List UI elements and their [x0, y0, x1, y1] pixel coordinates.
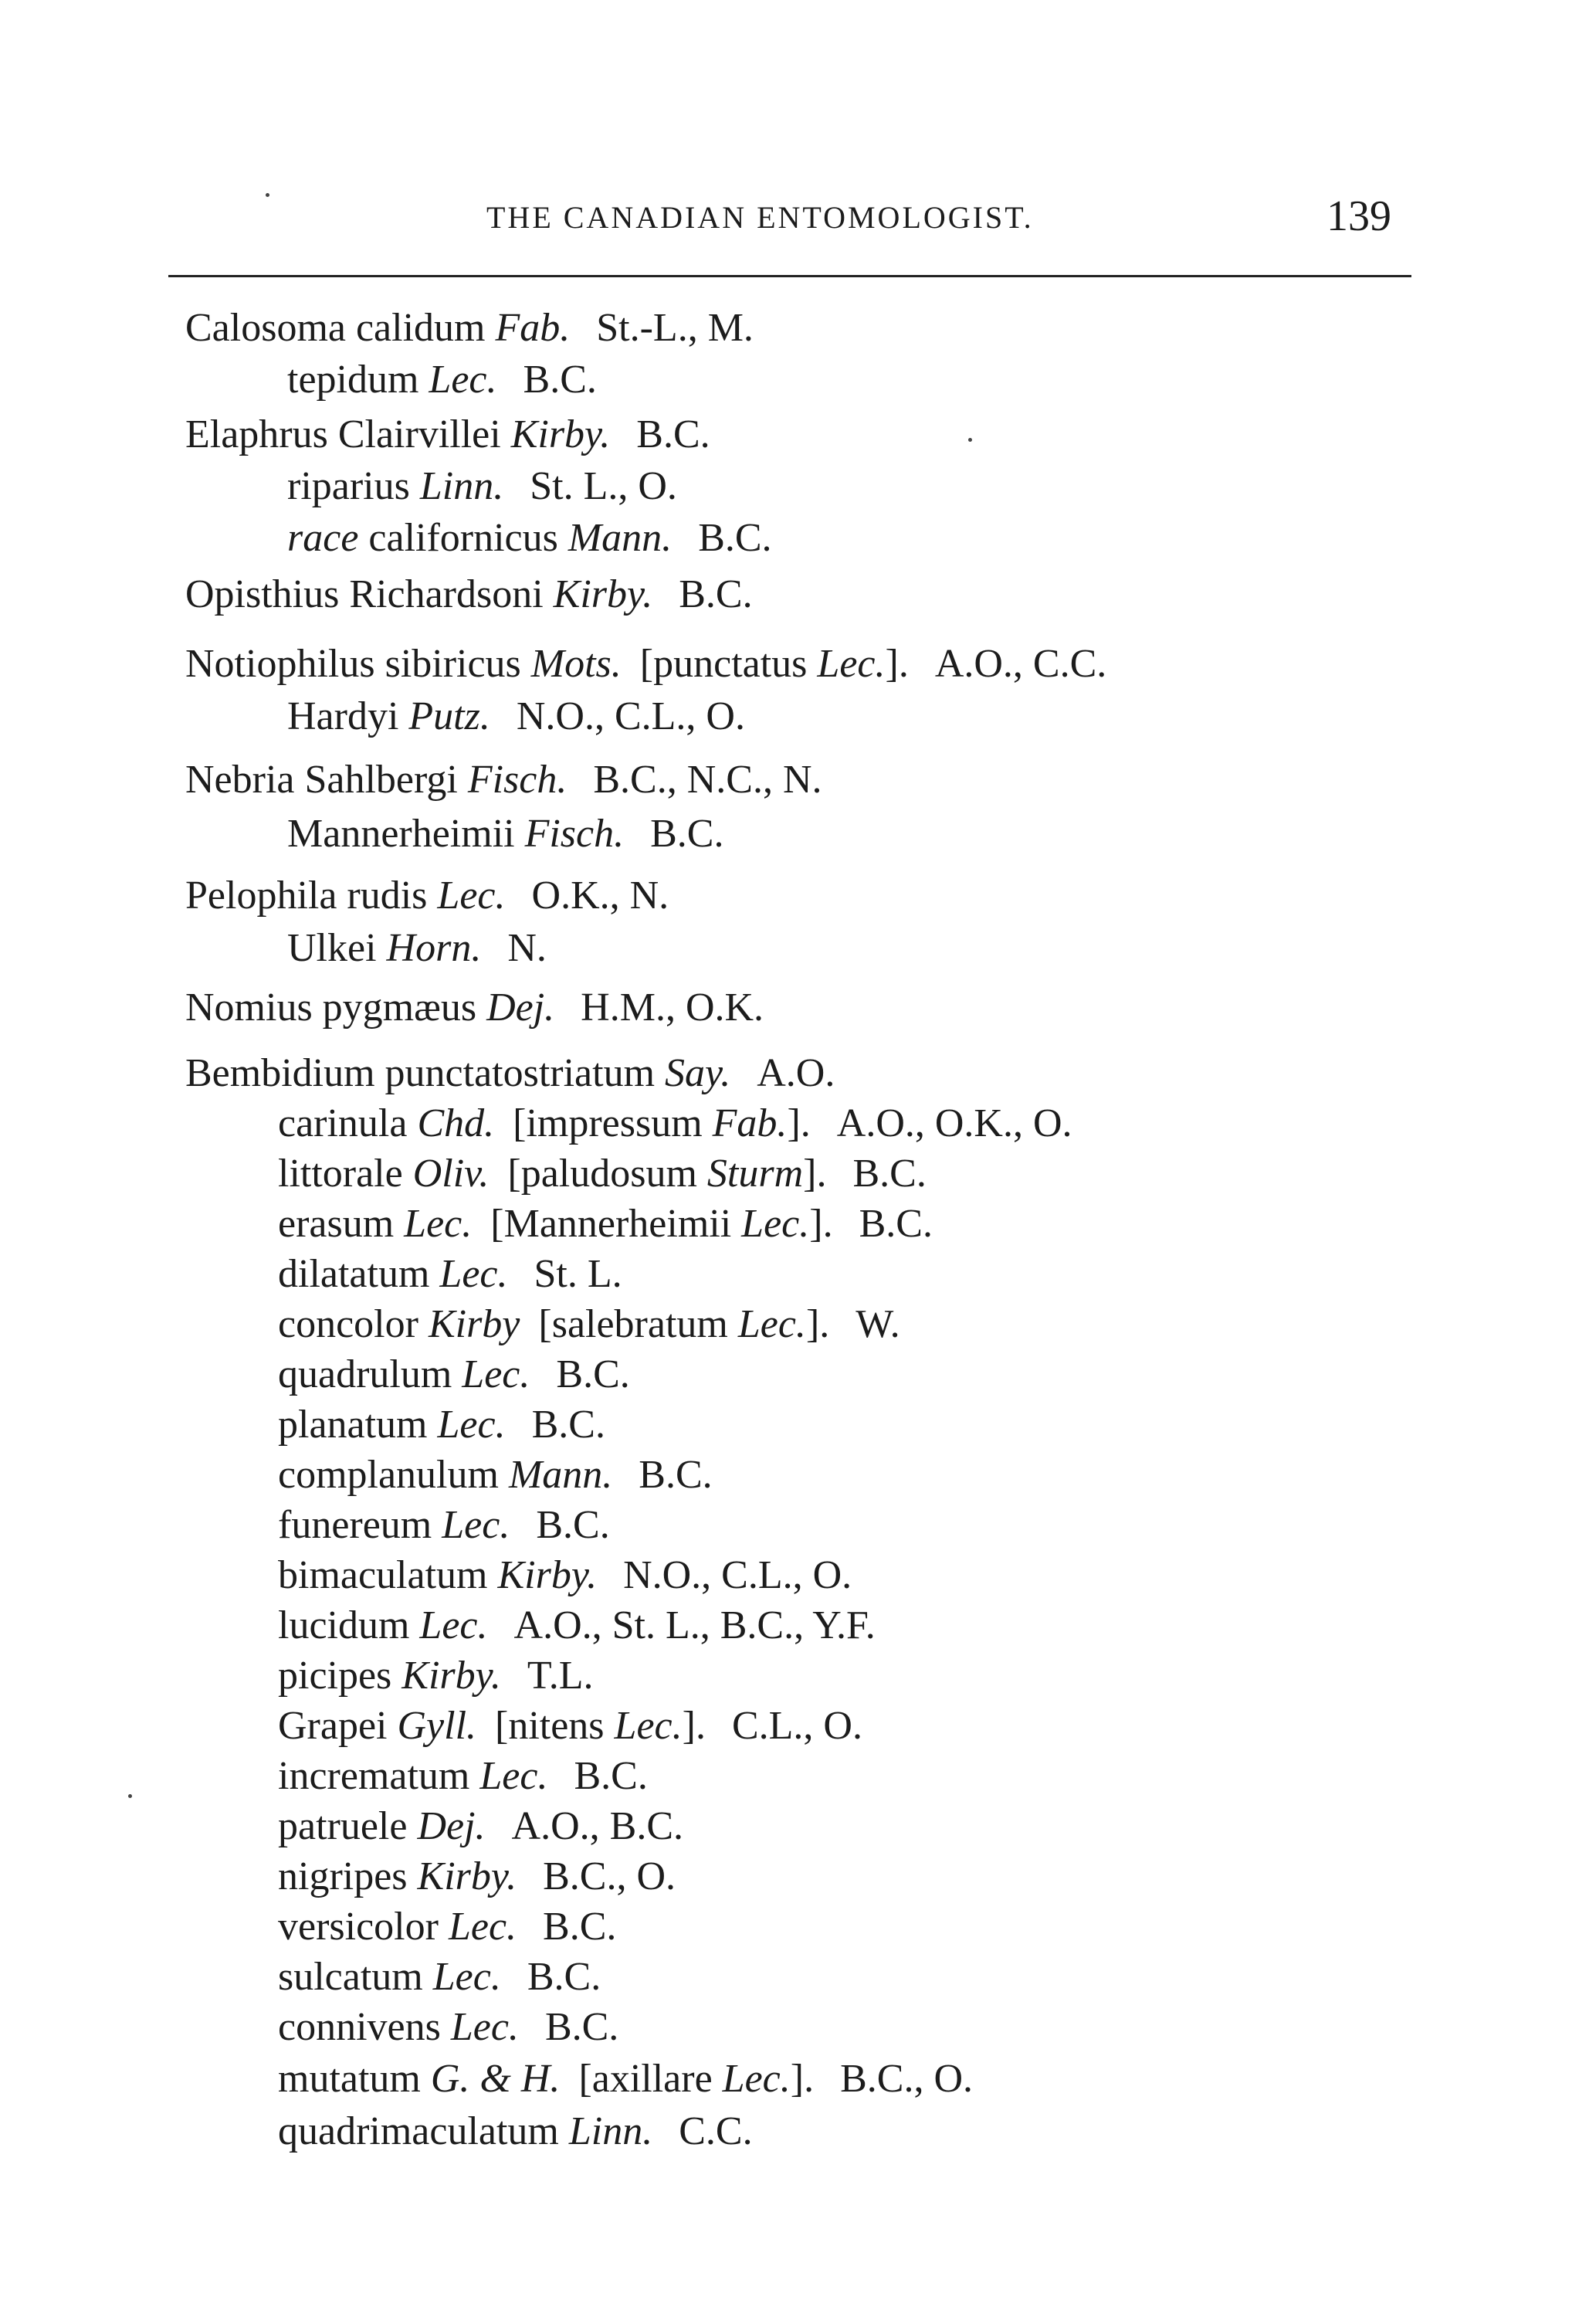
species-name: riparius: [287, 464, 410, 508]
species-entry: [278, 1352, 630, 1398]
species-name: nigripes: [278, 1854, 408, 1898]
species-entry: [287, 925, 547, 972]
author-abbrev: Kirby.: [510, 412, 611, 456]
author-abbrev: Kirby.: [497, 1553, 598, 1597]
species-name: dilatatum: [278, 1252, 430, 1296]
author-abbrev: Oliv.: [412, 1152, 490, 1196]
species-name: Ulkei: [287, 926, 377, 970]
species-entry: [185, 873, 669, 919]
species-name: connivens: [278, 2005, 441, 2049]
locality-codes: N.: [507, 926, 547, 970]
synonym-close: ].: [787, 1101, 811, 1145]
locality-codes: St. L.: [534, 1252, 622, 1296]
species-name: tepidum: [287, 358, 419, 402]
species-entry: [185, 1050, 835, 1097]
locality-codes: B.C.: [636, 412, 710, 456]
locality-codes: B.C.: [544, 2005, 619, 2049]
synonym-close: ].: [790, 2057, 815, 2101]
species-entry: [287, 515, 772, 561]
author-abbrev: G. & H.: [430, 2057, 561, 2101]
author-abbrev: Lec.: [437, 1403, 506, 1447]
species-entry: [185, 757, 822, 803]
author-abbrev: Fisch.: [467, 758, 568, 802]
species-entry: [287, 463, 677, 510]
species-entry: [278, 1201, 933, 1247]
synonym-name: [salebratum: [538, 1302, 728, 1346]
species-name: picipes: [278, 1654, 392, 1698]
author-abbrev: Lec.: [432, 1955, 501, 1999]
synonym-author: Lec.: [722, 2057, 791, 2101]
author-abbrev: Fab.: [495, 306, 571, 350]
synonym-author: Fab.: [712, 1101, 788, 1145]
synonym-author: Lec.: [737, 1302, 806, 1346]
locality-codes: B.C.: [650, 812, 724, 856]
author-abbrev: Kirby: [428, 1302, 520, 1346]
author-abbrev: Mann.: [568, 516, 673, 560]
locality-codes: B.C.: [639, 1453, 713, 1497]
species-entry: [278, 1803, 683, 1850]
species-entry: [278, 1101, 1072, 1147]
species-name: Calosoma calidum: [185, 306, 486, 350]
author-abbrev: Say.: [665, 1051, 731, 1095]
author-abbrev: Lec.: [429, 358, 497, 402]
race-label: race: [287, 516, 359, 560]
locality-codes: B.C.: [679, 572, 753, 616]
locality-codes: B.C., O.: [543, 1854, 676, 1898]
species-entry: [185, 572, 753, 618]
locality-codes: B.C., O.: [840, 2057, 973, 2101]
species-entry: [278, 2056, 973, 2102]
species-name: complanulum: [278, 1453, 499, 1497]
species-entry: [185, 305, 754, 351]
species-name: Nomius pygmæus: [185, 986, 477, 1030]
author-abbrev: Linn.: [568, 2109, 653, 2153]
locality-codes: B.C.: [556, 1352, 630, 1396]
author-abbrev: Kirby.: [417, 1854, 517, 1898]
author-abbrev: Linn.: [419, 464, 504, 508]
synonym-close: ].: [885, 642, 909, 686]
species-name: Hardyi: [287, 694, 399, 738]
locality-codes: B.C.: [523, 358, 597, 402]
author-abbrev: Dej.: [486, 986, 555, 1030]
species-name: californicus: [368, 516, 558, 560]
species-entry: [278, 1603, 876, 1649]
species-name: concolor: [278, 1302, 418, 1346]
synonym-close: ].: [809, 1202, 833, 1246]
synonym-author: Lec.: [741, 1202, 810, 1246]
species-entry: [185, 985, 764, 1031]
locality-codes: B.C.: [543, 1905, 617, 1949]
author-abbrev: Lec.: [448, 1905, 517, 1949]
species-name: carinula: [278, 1101, 408, 1145]
synonym-close: ].: [805, 1302, 830, 1346]
locality-codes: B.C.: [531, 1403, 605, 1447]
species-entry: [278, 1854, 676, 1900]
author-abbrev: Gyll.: [397, 1704, 477, 1748]
species-entry: [278, 1954, 601, 2000]
species-entry: [278, 1552, 852, 1599]
author-abbrev: Lec.: [404, 1202, 473, 1246]
locality-codes: B.C.: [527, 1955, 601, 1999]
synonym-name: [axillare: [578, 2057, 713, 2101]
species-entry: [287, 357, 597, 403]
species-name: lucidum: [278, 1603, 410, 1647]
synonym-name: [nitens: [495, 1704, 605, 1748]
species-name: Pelophila rudis: [185, 874, 428, 918]
synonym-name: [Mannerheimii: [490, 1202, 732, 1246]
species-name: patruele: [278, 1804, 408, 1848]
author-abbrev: Lec.: [450, 2005, 519, 2049]
synonym-name: [impressum: [513, 1101, 703, 1145]
species-name: quadrulum: [278, 1352, 452, 1396]
species-entry: [278, 1653, 594, 1699]
author-abbrev: Lec.: [479, 1754, 548, 1798]
species-name: erasum: [278, 1202, 395, 1246]
species-entry: [278, 1151, 927, 1197]
species-entry: [278, 1502, 610, 1549]
species-entry: [287, 694, 745, 740]
author-abbrev: Mots.: [530, 642, 622, 686]
species-name: Bembidium punctatostriatum: [185, 1051, 656, 1095]
locality-codes: A.O., O.K., O.: [836, 1101, 1072, 1145]
species-entry: [278, 1904, 616, 1950]
species-entry: [278, 2109, 753, 2155]
locality-codes: A.O., C.C.: [934, 642, 1107, 686]
locality-codes: C.C.: [679, 2109, 753, 2153]
locality-codes: B.C.: [852, 1152, 927, 1196]
species-entry: [278, 1301, 900, 1348]
synonym-author: Lec.: [614, 1704, 683, 1748]
species-name: mutatum: [278, 2057, 421, 2101]
species-entry: [278, 1402, 605, 1448]
species-name: Grapei: [278, 1704, 388, 1748]
journal-title: THE CANADIAN ENTOMOLOGIST.: [486, 200, 1034, 235]
locality-codes: N.O., C.L., O.: [516, 694, 745, 738]
species-entry: [278, 1452, 713, 1498]
synonym-name: [paludosum: [507, 1152, 697, 1196]
species-entry: [278, 2004, 618, 2051]
species-entry: [287, 811, 724, 857]
locality-codes: O.K., N.: [531, 874, 669, 918]
species-entry: [278, 1703, 862, 1749]
locality-codes: W.: [855, 1302, 900, 1346]
species-entry: [278, 1251, 622, 1298]
page-number: 139: [1326, 192, 1391, 240]
locality-codes: B.C., N.C., N.: [593, 758, 822, 802]
synonym-author: Sturm: [706, 1152, 804, 1196]
species-name: littorale: [278, 1152, 403, 1196]
locality-codes: St. L., O.: [530, 464, 677, 508]
species-entry: [185, 641, 1106, 687]
author-abbrev: Lec.: [419, 1603, 488, 1647]
author-abbrev: Horn.: [386, 926, 482, 970]
author-abbrev: Chd.: [417, 1101, 495, 1145]
locality-codes: T.L.: [527, 1654, 594, 1698]
author-abbrev: Putz.: [408, 694, 490, 738]
author-abbrev: Lec.: [462, 1352, 530, 1396]
locality-codes: N.O., C.L., O.: [623, 1553, 852, 1597]
locality-codes: B.C.: [698, 516, 772, 560]
species-entry: [278, 1753, 648, 1800]
locality-codes: St.-L., M.: [596, 306, 754, 350]
species-name: funereum: [278, 1503, 432, 1547]
species-name: sulcatum: [278, 1955, 423, 1999]
synonym-author: Lec.: [817, 642, 886, 686]
author-abbrev: Dej.: [417, 1804, 486, 1848]
locality-codes: B.C.: [536, 1503, 610, 1547]
species-name: versicolor: [278, 1905, 439, 1949]
species-name: Nebria Sahlbergi: [185, 758, 458, 802]
species-name: bimaculatum: [278, 1553, 488, 1597]
author-abbrev: Lec.: [442, 1503, 510, 1547]
species-entry: [185, 412, 710, 458]
author-abbrev: Lec.: [437, 874, 506, 918]
locality-codes: A.O., St. L., B.C., Y.F.: [513, 1603, 876, 1647]
locality-codes: A.O.: [757, 1051, 835, 1095]
species-name: Mannerheimii: [287, 812, 515, 856]
species-name: Elaphrus Clairvillei: [185, 412, 501, 456]
locality-codes: C.L., O.: [731, 1704, 862, 1748]
locality-codes: B.C.: [574, 1754, 648, 1798]
locality-codes: H.M., O.K.: [581, 986, 764, 1030]
species-name: quadrimaculatum: [278, 2109, 559, 2153]
author-abbrev: Mann.: [508, 1453, 613, 1497]
species-name: planatum: [278, 1403, 428, 1447]
species-name: incrematum: [278, 1754, 470, 1798]
synonym-name: [punctatus: [639, 642, 808, 686]
author-abbrev: Kirby.: [553, 572, 653, 616]
locality-codes: A.O., B.C.: [511, 1804, 684, 1848]
author-abbrev: Lec.: [439, 1252, 508, 1296]
synonym-close: ].: [803, 1152, 827, 1196]
locality-codes: B.C.: [859, 1202, 933, 1246]
species-name: Opisthius Richardsoni: [185, 572, 544, 616]
author-abbrev: Kirby.: [401, 1654, 501, 1698]
author-abbrev: Fisch.: [524, 812, 625, 856]
species-name: Notiophilus sibiricus: [185, 642, 521, 686]
synonym-close: ].: [682, 1704, 706, 1748]
